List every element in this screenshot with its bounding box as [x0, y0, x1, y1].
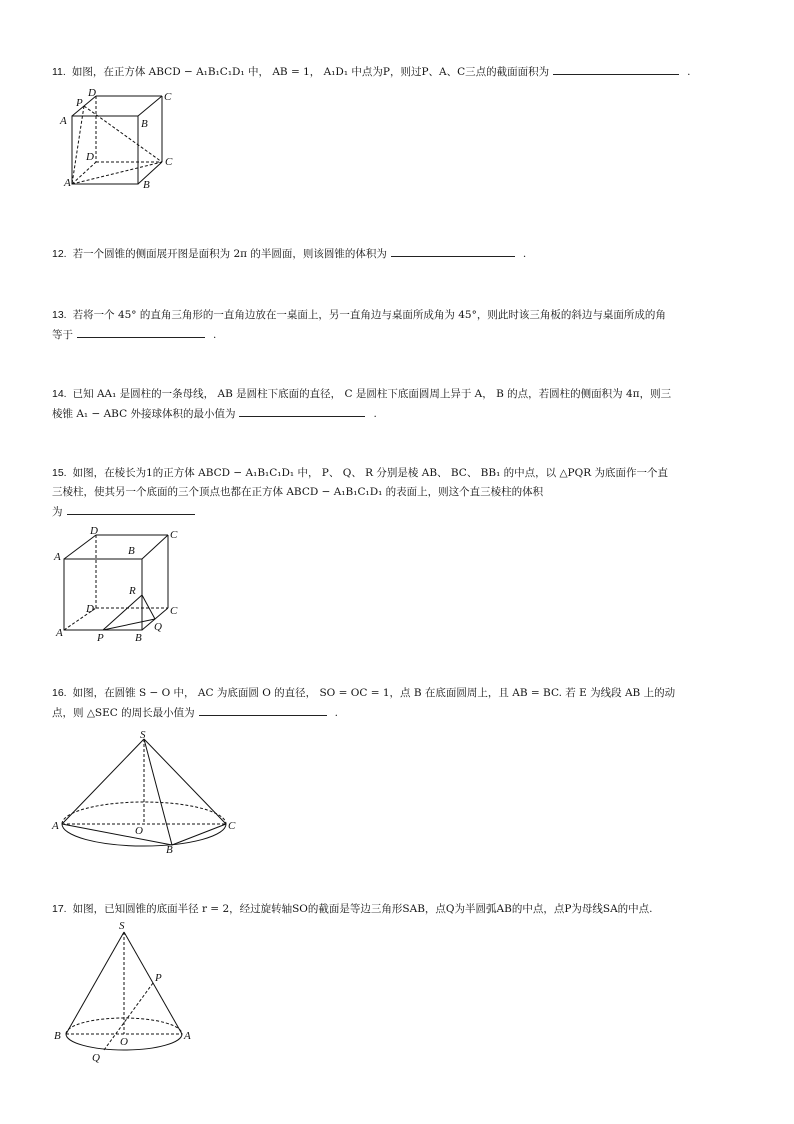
question-text: 如图，已知圆锥的底面半径 r = 2，经过旋转轴SO的截面是等边三角形SAB，点Q为半圆弧AB的中点，点P为母线SA的中点.: [72, 903, 653, 915]
label-D: D: [86, 603, 94, 615]
label-D1: D: [88, 87, 96, 99]
label-P: P: [155, 972, 162, 984]
question-13: [52, 306, 752, 345]
question-text: 已知 AA₁ 是圆柱的一条母线， AB 是圆柱下底面的直径， C 是圆柱下底面圆周上异于 A， B 的点，若圆柱的侧面积为 4π，则三: [72, 388, 672, 400]
label-S: S: [140, 729, 146, 741]
label-Q: Q: [154, 621, 162, 633]
question-17: [52, 900, 752, 919]
question-text: 若将一个 45° 的直角三角形的一直角边放在一桌面上，另一直角边与桌面所成角为 45°，则此时该三角板的斜边与桌面所成的角: [72, 309, 666, 321]
question-text: 若一个圆锥的侧面展开图是面积为 2π 的半圆面，则该圆锥的体积为: [72, 248, 387, 260]
answer-blank[interactable]: [391, 244, 515, 257]
question-text: 如图，在棱长为1的正方体 ABCD − A₁B₁C₁D₁ 中， P、 Q、 R 分别是棱 AB、 BC、 BB₁ 的中点，以 △PQR 为底面作一个直: [72, 467, 668, 479]
label-A1: A: [54, 551, 61, 563]
label-C1: C: [170, 529, 178, 541]
answer-blank[interactable]: [239, 404, 365, 417]
label-S: S: [119, 920, 125, 932]
question-end: .: [522, 248, 527, 260]
label-A: A: [64, 177, 71, 189]
label-A: A: [52, 820, 59, 832]
question-number: 16.: [52, 687, 67, 699]
question-end: .: [373, 408, 377, 420]
label-O: O: [120, 1036, 128, 1048]
answer-blank[interactable]: [199, 703, 327, 716]
question-number: 11.: [52, 66, 66, 78]
label-C: C: [170, 605, 178, 617]
label-A: A: [184, 1030, 191, 1042]
label-C: C: [165, 156, 173, 168]
label-B: B: [135, 632, 142, 644]
label-Q: Q: [92, 1052, 100, 1064]
question-15: [52, 464, 752, 522]
label-B: B: [143, 179, 150, 191]
question-14: [52, 385, 752, 424]
question-number: 14.: [52, 388, 67, 400]
label-D: D: [86, 151, 94, 163]
label-A1: A: [60, 115, 67, 127]
question-16: [52, 684, 752, 723]
answer-blank[interactable]: [77, 325, 205, 338]
label-R: R: [129, 585, 136, 597]
question-end: .: [213, 329, 217, 341]
label-B: B: [54, 1030, 61, 1042]
label-B1: B: [141, 118, 148, 130]
label-O: O: [135, 825, 143, 837]
question-12: [52, 244, 752, 264]
question-number: 12.: [52, 248, 67, 260]
question-text-line2: 棱锥 A₁ − ABC 外接球体积的最小值为: [52, 408, 236, 420]
question-text: 如图，在圆锥 S − O 中， AC 为底面圆 O 的直径， SO = OC = 1，点 B 在底面圆周上，且 AB = BC. 若 E 为线段 AB 上的动: [72, 687, 676, 699]
label-B1: B: [128, 545, 135, 557]
label-C: C: [228, 820, 236, 832]
answer-blank[interactable]: [553, 62, 679, 75]
label-P: P: [97, 632, 104, 644]
question-end: .: [687, 66, 691, 78]
question-text-line3: 为: [52, 506, 63, 518]
question-text-line2: 等于: [52, 329, 73, 341]
label-D1: D: [90, 525, 98, 537]
label-A: A: [56, 627, 63, 639]
question-number: 13.: [52, 309, 67, 321]
question-11: [52, 62, 752, 82]
answer-blank[interactable]: [67, 502, 195, 515]
label-B: B: [166, 844, 173, 856]
label-C1: C: [164, 91, 172, 103]
question-number: 17.: [52, 903, 67, 915]
question-text: 如图，在正方体 ABCD − A₁B₁C₁D₁ 中， AB = 1， A₁D₁ 中点为P，则过P、A、C三点的截面面积为: [71, 66, 550, 78]
label-P: P: [76, 97, 83, 109]
question-end: .: [334, 707, 338, 719]
question-number: 15.: [52, 467, 67, 479]
question-text-line2: 点，则 △SEC 的周长最小值为: [52, 707, 195, 719]
question-text-line2: 三棱柱，使其另一个底面的三个顶点也都在正方体 ABCD − A₁B₁C₁D₁ 的表面上，则这个直三棱柱的体积: [52, 486, 544, 498]
